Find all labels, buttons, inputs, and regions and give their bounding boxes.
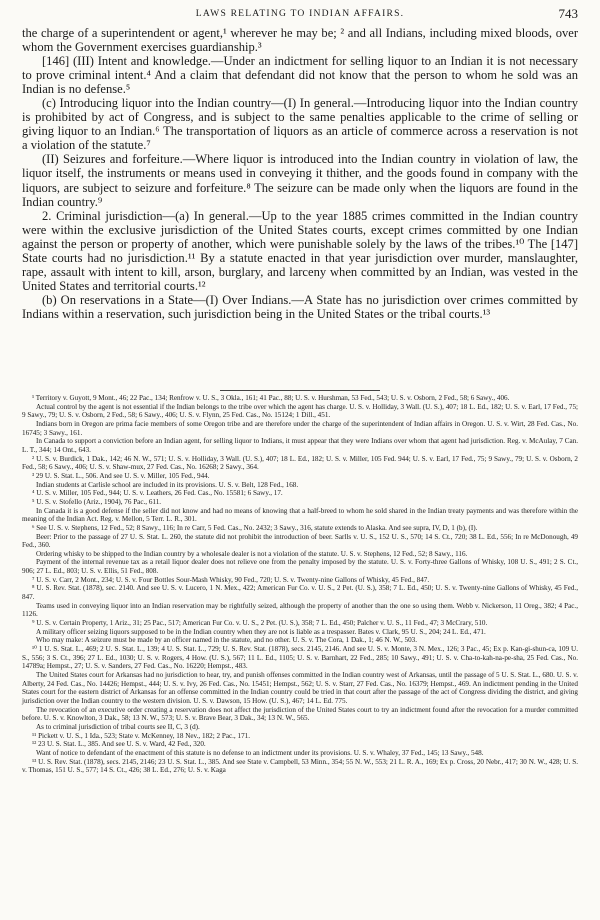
footnote: ¹ Territory v. Guyott, 9 Mont., 46; 22 Pac., 134; Renfrow v. U. S., 3 Okla., 161; 41 Pac., 88; U. S. v. Hurshman, 53 Fed., 543; U. S. v. Osborn, 2 Fed., 58; 6 Sawy., 406. bbox=[32, 394, 510, 402]
footnote: As to criminal jurisdiction of tribal courts see II, C, 3 (d). bbox=[36, 722, 200, 731]
footnote: ⁴ U. S. v. Miller, 105 Fed., 944; U. S. v. Leathers, 26 Fed. Cas., No. 15581; 6 Sawy., 17. bbox=[32, 489, 283, 498]
footnote: ⁷ U. S. v. Carr, 2 Mont., 234; U. S. v. Four Bottles Sour-Mash Whisky, 90 Fed., 720; U. S. v. Twenty-nine Gallons of Whisky, 45 Fed., 847. bbox=[32, 575, 430, 584]
footnote: ⁵ U. S. v. Stofello (Ariz., 1904), 76 Pac., 611. bbox=[32, 497, 162, 506]
running-head bbox=[22, 6, 578, 24]
footnote: Indian students at Carlisle school are included in its provisions. U. S. v. Belt, 128 Fed., 168. bbox=[36, 480, 299, 489]
footnote: ³ 29 U. S. Stat. L., 506. And see U. S. v. Miller, 105 Fed., 944. bbox=[32, 471, 210, 480]
footnote: ¹¹ Pickett v. U. S., 1 Ida., 523; State v. McKenney, 18 Nev., 182; 2 Pac., 171. bbox=[32, 731, 251, 740]
running-title: LAWS RELATING TO INDIAN AFFAIRS. bbox=[195, 8, 405, 19]
footnote: ¹⁰ 1 U. S. Stat. L., 469; 2 U. S. Stat. L., 139; 4 U. S. Stat. L., 729; U. S. Rev. Stat. (1878), secs. 2145, 2146. And see U. S. v. Monte, 3 N. Mex., 126; 3 Pac., 45; Ex p. Kan-gi-shun-ca, 109 U. S., 556; 3 S. Ct., 396; 27 L. Ed., 1030; U. S. v. Rogers, 4 How. (U. S.), 567; 11 L. Ed., 1105; U. S. v. Barnhart, 22 Fed., 285; 10 Sawy., 491; U. S. v. Cha-to-kah-na-pe-sha, 25 Fed. Cas., No. 14789a; Hempst., 27; U. S. v. Sanders, 27 Fed. Cas., No. 16220; Hempst., 483. bbox=[22, 645, 578, 671]
footnote: ¹³ U. S. Rev. Stat. (1878), secs. 2145, 2146; 23 U. S. Stat. L., 385. And see State v. Campbell, 53 Minn., 354; 55 N. W., 553; 21 L. R. A., 169; Ex p. Cross, 20 Nebr., 417; 30 N. W., 428; U. S. v. Thomas, 151 U. S., 577; 14 S. Ct., 426; 38 L. Ed., 276; U. S. v. Kaga bbox=[22, 757, 578, 775]
footnote: ² U. S. v. Burdick, 1 Dak., 142; 46 N. W., 571; U. S. v. Holliday, 3 Wall. (U. S.), 407; 18 L. Ed., 182; U. S. v. Miller, 105 Fed. 944; U. S. v. Earl, 17 Fed., 75; 9 Sawy., 79; U. S. v. Osborn, 2 Fed., 58; 6 Sawy., 406; U. S. v. Shaw-mux, 27 Fed. Cas., No. 16268; 2 Sawy., 364. bbox=[22, 454, 578, 472]
footnote: The United States court for Arkansas had no jurisdiction to hear, try, and punish offenses committed in the Indian country west of Arkansas, until the passage of 5 U. S. Stat. L., 680. U. S. v. Alberty, 24 Fed. Cas., No. 14426; Hempst., 444; U. S. v. Ivy, 26 Fed. Cas., No. 15451; Hempst., 562; U. S. v. Starr, 27 Fed. Cas., No. 16379; Hempst., 469. An indictment pending in the United States court for the eastern district of Arkansas for an offense committed in the Indian country could be tried in that court after the passage of the act of Congress dividing the district, and giving jurisdiction over the Indian country to the western division. U. S. v. Dawson, 15 How. (U. S.), 467; 14 L. Ed. 775. bbox=[22, 671, 578, 705]
paragraph-seizures-forfeiture: (II) Seizures and forfeiture.—Where liquor is introduced into the Indian country in violation of law, the liquor itself, the instruments or means used in conveying it thither, and the goods found in company with the liquors, are subject to seizure and forfeiture.⁸ The seizure can be made only when the liquors are found in the Indian country.⁹ bbox=[22, 152, 578, 209]
footnote: Payment of the internal revenue tax as a retail liquor dealer does not relieve one from the penalty imposed by the statute. U. S. v. Forty-three Gallons of Whisky, 108 U. S., 491; 2 S. Ct., 906; 27 L. Ed., 803; U. S. v. Ellis, 51 Fed., 808. bbox=[22, 558, 578, 576]
paragraph-criminal-jurisdiction: 2. Criminal jurisdiction—(a) In general.—Up to the year 1885 crimes committed in the Indian country were within the exclusive jurisdiction of the United States courts, except crimes committed by one Indian against the person or property of another, which were punishable solely by the laws of the tribes.¹⁰ The [147] State courts had no jurisdiction.¹¹ By a statute enacted in that year jurisdiction over murder, manslaughter, rape, assault with intent to kill, arson, burglary, and larceny when committed by an Indian, was vested in the United States and territorial courts.¹² bbox=[22, 208, 578, 293]
footnote: ⁸ U. S. Rev. Stat. (1878), sec. 2140. And see U. S. v. Lucero, 1 N. Mex., 422; American Fur Co. v. U. S., 2 Pet. (U. S.), 358; 7 L. Ed., 450; U. S. v. Twenty-nine Gallons of Whisky, 45 Fed., 847. bbox=[22, 584, 578, 602]
paragraph-introducing-liquor: (c) Introducing liquor into the Indian country—(I) In general.—Introducing liquor into the Indian country is prohibited by act of Congress, and is subject to the same penalties applicable to the crime of selling or giving liquor to an Indian.⁶ The transportation of liquors as an article of commerce across a reservation is not a violation of the statute.⁷ bbox=[22, 96, 578, 153]
footnote: In Canada to support a conviction before an Indian agent, for selling liquor to Indians, it must appear that they were Indians over whom that agent had jurisdiction. Reg. v. McAulay, 7 Can. L. T., 344; 14 Ont., 643. bbox=[22, 437, 578, 454]
footnote: Who may make: A seizure must be made by an officer named in the statute, and no other. U. S. v. The Cora, 1 Dak., 1; 46 N. W., 503. bbox=[36, 636, 418, 645]
footnote: Ordering whisky to be shipped to the Indian country by a wholesale dealer is not a violation of the statute. U. S. v. Stephens, 12 Fed., 52; 8 Sawy., 116. bbox=[36, 549, 468, 558]
footnotes bbox=[22, 394, 578, 775]
footnote: Beer: Prior to the passage of 27 U. S. Stat. L. 260, the statute did not prohibit the introduction of beer. Sarlls v. U. S., 152 U. S., 570; 14 S. Ct., 720; 38 L. Ed., 556; In re McDonough, 49 Fed., 360. bbox=[22, 532, 578, 550]
paragraph-intent-knowledge: [146] (III) Intent and knowledge.—Under an indictment for selling liquor to an Indian it is not necessary to prove criminal intent.⁴ And a claim that defendant did not know that the person to whom he sold was an Indian is no defense.⁵ bbox=[22, 54, 578, 97]
footnote: Teams used in conveying liquor into an Indian reservation may be rightfully seized, although the property of another than the one so using them. Webb v. Nickerson, 11 Oreg., 382; 4 Pac., 1126. bbox=[22, 601, 578, 619]
footnote: The revocation of an executive order creating a reservation does not affect the jurisdiction of the United States court to try an indictment found after the revocation for a murder committed before. U. S. v. Knowlton, 3 Dak., 58; 13 N. W., 573; U. S. v. Brave Bear, 3 Dak., 34; 13 N. W., 565. bbox=[22, 705, 578, 723]
body-text bbox=[22, 26, 578, 321]
footnote: Want of notice to defendant of the enactment of this statute is no defense to an indictment under its provisions. U. S. v. Whaley, 37 Fed., 145; 13 Sawy., 548. bbox=[36, 748, 484, 757]
footnote: ⁹ U. S. v. Certain Property, 1 Ariz., 31; 25 Pac., 517; American Fur Co. v. U. S., 2 Pet. (U. S.), 358; 7 L. Ed., 450; Palcher v. U. S., 11 Fed., 47; 3 McCrary, 510. bbox=[32, 619, 488, 628]
footnote: ¹² 23 U. S. Stat. L., 385. And see U. S. v. Ward, 42 Fed., 320. bbox=[32, 740, 206, 749]
paragraph-continued: the charge of a superintendent or agent,¹ wherever he may be; ² and all Indians, including mixed bloods, over whom the Government exercises guardianship.³ bbox=[22, 26, 578, 55]
paragraph-reservations-state: (b) On reservations in a State—(I) Over Indians.—A State has no jurisdiction over crimes committed by Indians within a reservation, such jurisdiction being in the United States or the tribal courts.¹³ bbox=[22, 292, 578, 321]
page-number: 743 bbox=[558, 6, 578, 21]
footnote: Indians born in Oregon are prima facie members of some Oregon tribe and are therefore under the charge of the superintendent of Indian affairs in Oregon. U. S. v. Wirt, 28 Fed. Cas., No. 16745; 3 Sawy., 161. bbox=[22, 419, 578, 437]
footnote: ⁶ See U. S. v. Stephens, 12 Fed., 52; 8 Sawy., 116; In re Carr, 5 Fed. Cas., No. 2432; 3 Sawy., 316, statute extends to Alaska. And see supra, IV, D, 1 (b), (I). bbox=[32, 523, 478, 532]
footnote-rule bbox=[220, 390, 380, 391]
footnote: A military officer seizing liquors supposed to be in the Indian country when they are not is liable as a trespasser. Bates v. Clark, 95 U. S., 204; 24 L. Ed., 471. bbox=[36, 627, 486, 636]
footnote: Actual control by the agent is not essential if the Indian belongs to the tribe over which the agent has charge. U. S. v. Holliday, 3 Wall. (U. S.), 407; 18 L. Ed., 182; U. S. v. Earl, 17 Fed., 75; 9 Sawy., 79; U. S. v. Osborn, 2 Fed., 58; 6 Sawy., 406; U. S. v. Flynn, 25 Fed. Cas., No. 15124; 1 Dill., 451. bbox=[22, 402, 578, 420]
footnote: In Canada it is a good defense if the seller did not know and had no means of knowing that a half-breed to whom he sold shared in the Indian treaty payments and was therefore within the meaning of the Indian Act. Reg. v. Mellon, 5 Terr. L. R., 301. bbox=[22, 506, 578, 524]
